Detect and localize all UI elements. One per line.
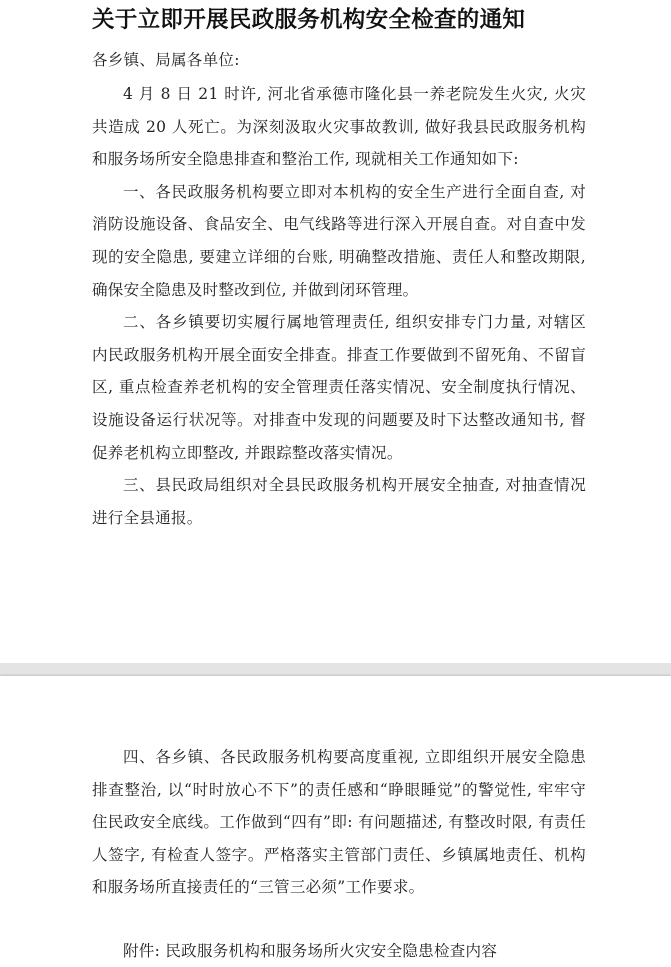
salutation: 各乡镇、局属各单位: [92, 51, 240, 69]
attachment-line: 附件: 民政服务机构和服务场所火灾安全隐患检查内容 [123, 942, 498, 960]
paragraph-intro: 4 月 8 日 21 时许, 河北省承德市隆化县一养老院发生火灾, 火灾共造成 20 人死亡。为深刻汲取火灾事故教训, 做好我县民政服务机构和服务场所安全隐患排查和整治工作, 现就相关工作通知如下: [92, 85, 586, 169]
paragraph-item-4: 四、各乡镇、各民政服务机构要高度重视, 立即组织开展安全隐患排查整治, 以“时时放心不下”的责任感和“睁眼睡觉”的警觉性, 牢牢守住民政安全底线。工作做到“四有”即: 有问题描述, 有整改时限, 有责任人签字, 有检查人签字。严格落实主管部门责任、乡镇属地责任、机构和服务场所直接责任的“三管三必须”工作要求。 [92, 748, 586, 896]
document-title: 关于立即开展民政服务机构安全检查的通知 [92, 7, 526, 33]
paragraph-item-1: 一、各民政服务机构要立即对本机构的安全生产进行全面自查, 对消防设施设备、食品安全、电气线路等进行深入开展自查。对自查中发现的安全隐患, 要建立详细的台账, 明确整改措施、责任人和整改期限, 确保安全隐患及时整改到位, 并做到闭环管理。 [92, 182, 586, 299]
page-separator [0, 663, 671, 676]
page2-body [92, 741, 586, 904]
paragraph-item-2: 二、各乡镇要切实履行属地管理责任, 组织安排专门力量, 对辖区内民政服务机构开展全面安全排查。排查工作要做到不留死角、不留盲区, 重点检查养老机构的安全管理责任落实情况、安全制度执行情况、设施设备运行状况等。对排查中发现的问题要及时下达整改通知书, 督促养老机构立即整改, 并跟踪整改落实情况。 [92, 313, 586, 462]
page1-body [92, 78, 586, 534]
paragraph-item-3: 三、县民政局组织对全县民政服务机构开展安全抽查, 对抽查情况进行全县通报。 [92, 476, 586, 527]
